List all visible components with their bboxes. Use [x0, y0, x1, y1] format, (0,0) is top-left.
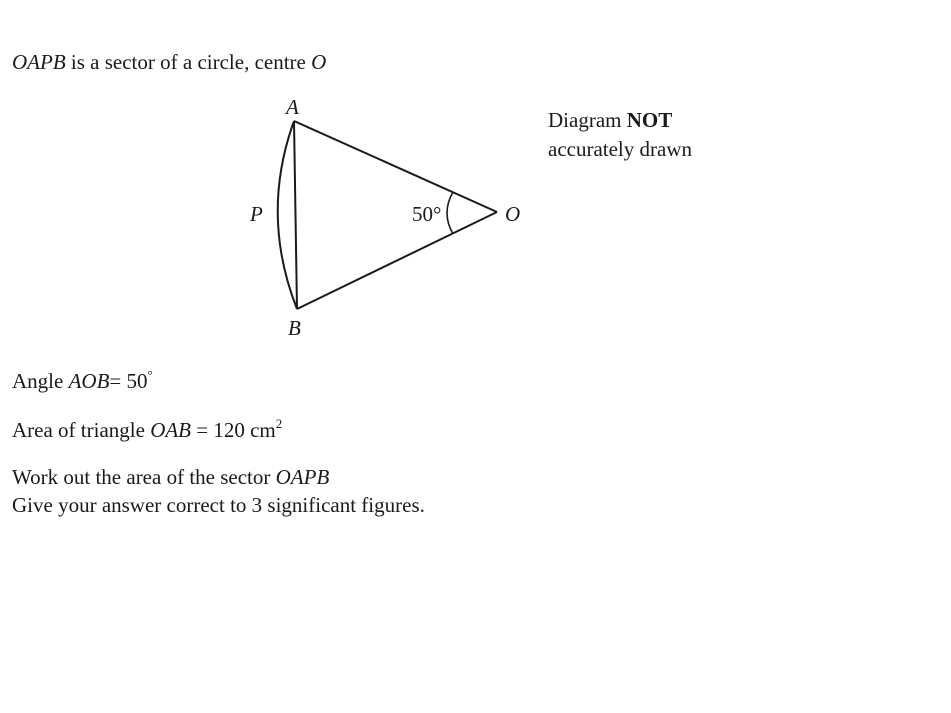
area-exponent: 2 [275, 416, 283, 431]
task-line1 [12, 465, 329, 490]
angle-name: AOB [68, 369, 110, 393]
area-label: Area of triangle [12, 418, 145, 442]
label-o: O [505, 202, 521, 226]
label-b: B [288, 316, 301, 340]
intro-text: is a sector of a circle, centre [70, 50, 306, 74]
angle-mark-label: 50° [412, 202, 442, 226]
note-not-word: NOT [626, 108, 673, 132]
angle-arc [447, 192, 453, 234]
task-text: Work out the area of the sector [12, 465, 271, 489]
angle-value: = 50 [109, 369, 148, 393]
area-value: = 120 cm [196, 418, 276, 442]
line-ob [297, 212, 497, 309]
centre-name: O [311, 50, 327, 74]
label-p: P [250, 202, 263, 226]
note-diagram-word: Diagram [548, 108, 622, 132]
diagram-note-line2: accurately drawn [548, 137, 692, 161]
line-ab [294, 121, 297, 309]
area-line [12, 418, 282, 443]
task-line2: Give your answer correct to 3 significant figures. [12, 493, 425, 517]
label-a: A [286, 95, 299, 119]
angle-line [12, 369, 153, 394]
degree-sign: ° [147, 367, 153, 382]
area-name: OAB [150, 418, 192, 442]
line-oa [294, 121, 497, 212]
sector-name: OAPB [12, 50, 66, 74]
diagram-note-line1 [548, 108, 672, 133]
task-sector-name: OAPB [275, 465, 330, 489]
angle-label: Angle [12, 369, 64, 393]
